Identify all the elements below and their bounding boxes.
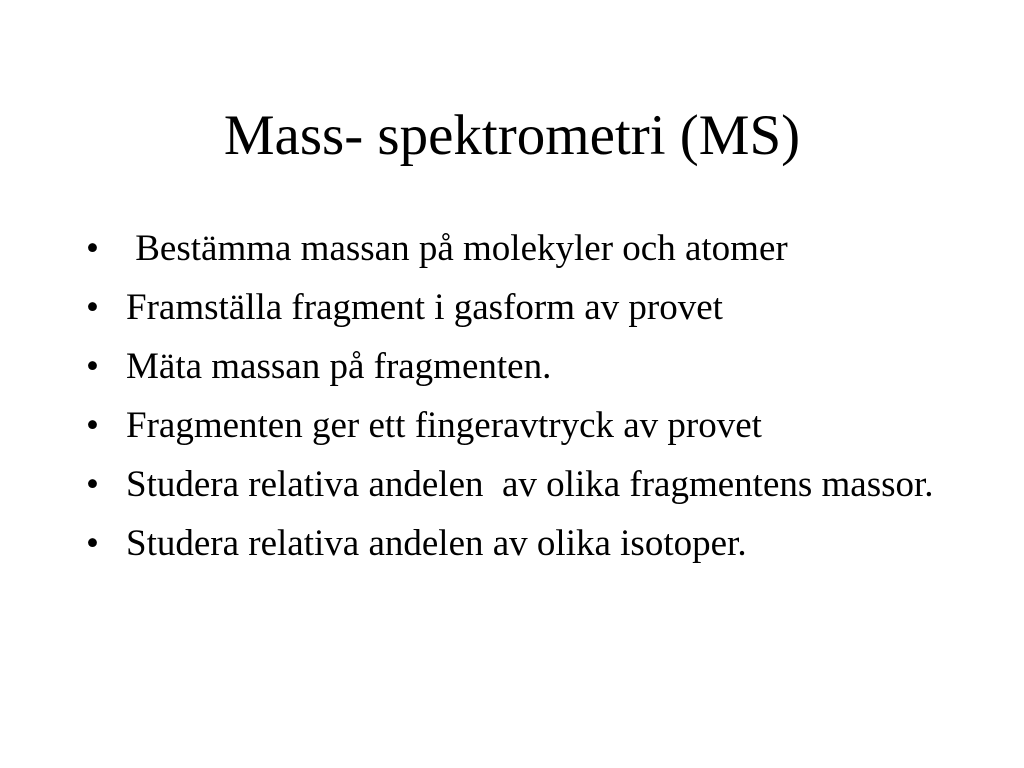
bullet-text: Mäta massan på fragmenten. [126,346,552,387]
bullet-marker: • [86,228,99,269]
bullet-item [86,285,946,330]
bullet-marker: • [86,523,99,564]
bullet-text: Bestämma massan på molekyler och atomer [126,228,788,269]
bullet-text: Studera relativa andelen av olika isotoper. [126,523,747,564]
bullet-item [86,403,946,448]
bullet-item [86,226,946,271]
bullet-list [86,226,946,580]
bullet-item [86,462,946,507]
bullet-marker: • [86,464,99,505]
bullet-item [86,521,946,566]
bullet-marker: • [86,287,99,328]
slide-title: Mass- spektrometri (MS) [223,104,801,167]
bullet-text: Studera relativa andelen av olika fragmentens massor. [126,464,934,505]
bullet-text: Framställa fragment i gasform av provet [126,287,723,328]
bullet-text: Fragmenten ger ett fingeravtryck av provet [126,405,762,446]
bullet-item [86,344,946,389]
bullet-marker: • [86,346,99,387]
bullet-marker: • [86,405,99,446]
